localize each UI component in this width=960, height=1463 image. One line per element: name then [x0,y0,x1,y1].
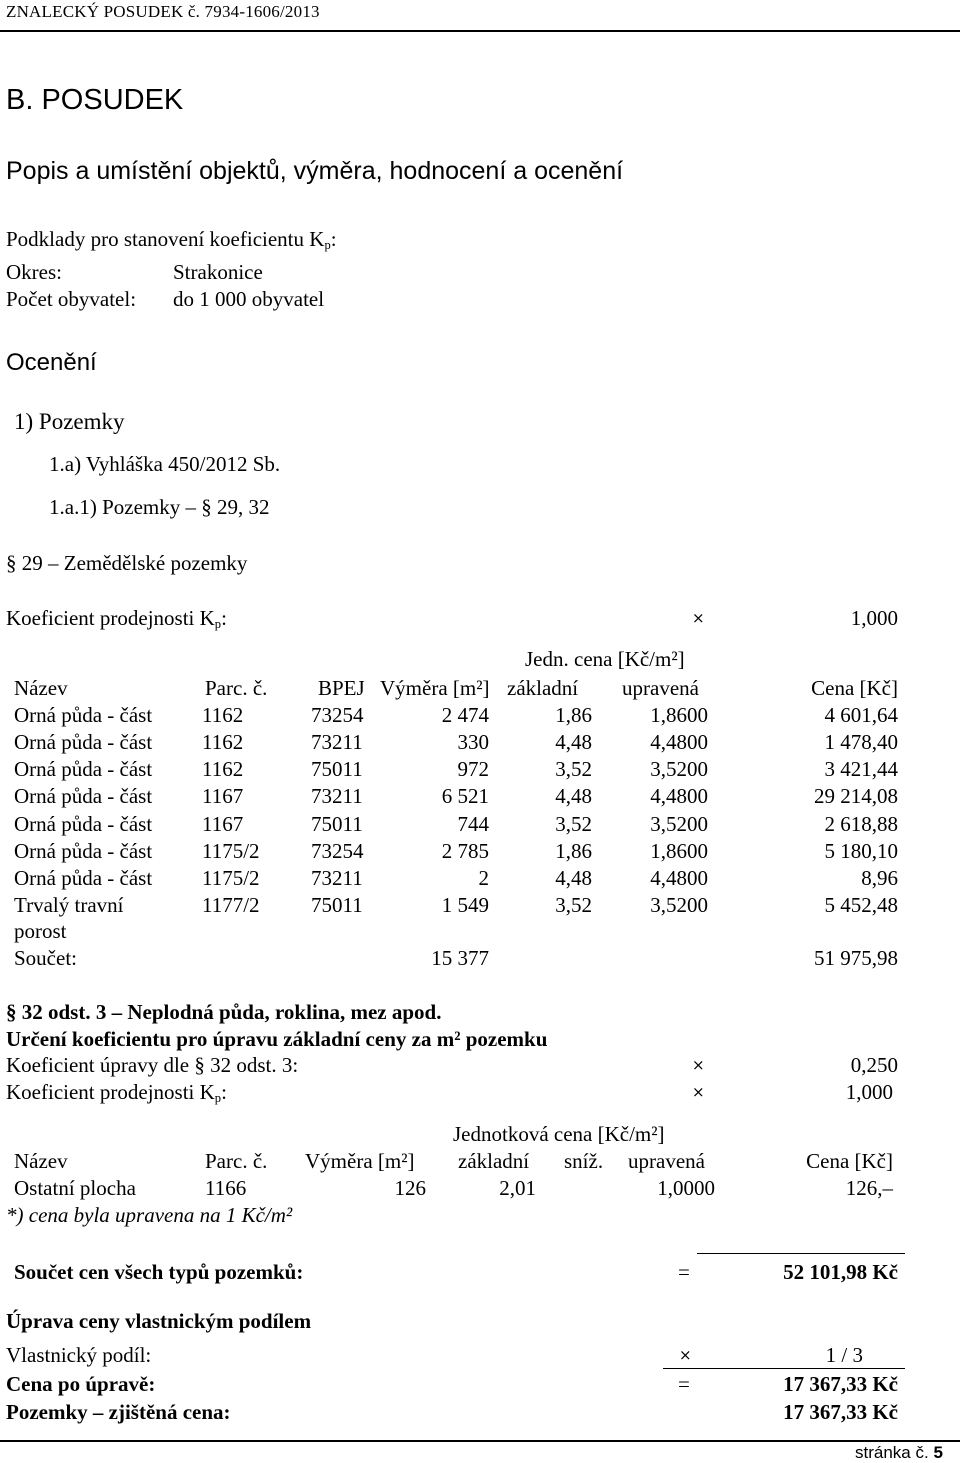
table1-cell-nazev: Trvalý travní [14,893,124,917]
table1-cell-vymera: 2 785 [441,839,489,863]
multiply-icon: × [692,1083,705,1101]
sum-rule [697,1253,905,1254]
section-subtitle: Popis a umístění objektů, výměra, hodnocení a ocenění [6,157,624,185]
paragraph-32-title: § 32 odst. 3 – Neplodná půda, roklina, mez apod. [6,1000,442,1024]
table1-cell-upravena: 4,4800 [650,866,708,890]
table1-cell-nazev: Orná půda - část [14,812,153,836]
vlastnicky-podil-label: Vlastnický podíl: [6,1343,152,1367]
item-1a: 1.a) Vyhláška 450/2012 Sb. [49,452,281,476]
obyvatel-value: do 1 000 obyvatel [173,287,325,311]
table1-cell-bpej: 73254 [311,839,364,863]
table1-cell-zakladni: 1,86 [555,839,592,863]
multiply-icon: × [692,1056,705,1074]
cena-po-uprave-value: 17 367,33 Kč [783,1372,898,1396]
multiply-icon: × [692,609,705,627]
table1-header-bpej: BPEJ [318,676,365,700]
equals-sign: = [678,1372,690,1396]
footer-rule [0,1440,960,1442]
urceni-koeficientu: Určení koeficientu pro úpravu základní ceny za m² pozemku [6,1027,548,1051]
table1-cell-zakladni: 3,52 [555,812,592,836]
table1-cell-bpej: 73211 [311,730,363,754]
table1-cell-zakladni: 4,48 [555,730,592,754]
soucet-all-value: 52 101,98 Kč [783,1260,898,1284]
table1-cell-vymera: 2 [478,866,489,890]
table1-cell-nazev: Orná půda - část [14,703,153,727]
section-title: B. POSUDEK [6,84,184,116]
table1-header-upravena: upravená [622,676,699,700]
table1-cell-zakladni: 3,52 [555,757,592,781]
koef-prodejnosti2-label: Koeficient prodejnosti $K_p$: [6,1080,227,1106]
table1-cell-upravena: 4,4800 [650,784,708,808]
equals-sign: = [678,1260,690,1284]
table2-header-zakladni: základní [458,1149,530,1173]
table1-cell-cena: 2 618,88 [824,812,898,836]
table2-header-sniz: sníž. [564,1149,604,1173]
table1-cell-upravena: 1,8600 [650,703,708,727]
multiply-icon: × [679,1346,692,1364]
okres-value: Strakonice [173,260,263,284]
table1-cell-parc: 1175/2 [202,839,260,863]
table1-cell-bpej: 73211 [311,866,363,890]
table1-cell-parc: 1162 [202,730,244,754]
table1-cell-vymera: 1 549 [441,893,489,917]
table1-cell-cena: 1 478,40 [824,730,898,754]
table1-cell-upravena: 3,5200 [650,757,708,781]
table1-cell-cena: 5 452,48 [824,893,898,917]
table1-cell-parc: 1167 [202,812,244,836]
table1-cell-nazev: Orná půda - část [14,757,153,781]
table1-cell-vymera: 2 474 [441,703,489,727]
table2-header-cena: Cena [Kč] [806,1149,893,1173]
table1-header-cena: Cena [Kč] [811,676,898,700]
table1-header-nazev: Název [14,676,68,700]
soucet-all-label: Součet cen všech typů pozemků: [14,1260,304,1284]
table1-cell-nazev: Orná půda - část [14,866,153,890]
table2-header-upravena: upravená [628,1149,705,1173]
table1-cell-upravena: 4,4800 [650,730,708,754]
page-number: stránka č. 5 [855,1443,943,1462]
table1-cell-parc: 1167 [202,784,244,808]
koef-upravy-value: 0,250 [850,1053,898,1077]
paragraph-29: § 29 – Zemědělské pozemky [6,551,248,575]
table2-cell-vymera: 126 [394,1176,426,1200]
table1-cell-nazev: Orná půda - část [14,839,153,863]
oceneni-title: Ocenění [6,349,97,376]
table1-cell-bpej: 73211 [311,784,363,808]
table2-group-header: Jednotková cena [Kč/m²] [453,1122,665,1146]
table2-header-nazev: Název [14,1149,68,1173]
podklady-heading: Podklady pro stanovení koeficientu $K_p$: [6,227,337,253]
table1-row-continuation: porost [14,919,67,943]
table1-cell-parc: 1175/2 [202,866,260,890]
table1-cell-cena: 29 214,08 [814,784,898,808]
koef-prodejnosti-label: Koeficient prodejnosti $K_p$: [6,606,227,632]
zjistena-cena-value: 17 367,33 Kč [783,1400,898,1424]
table1-sum-label: Součet: [14,946,77,970]
table1-cell-bpej: 75011 [311,893,363,917]
zjistena-cena-label: Pozemky – zjištěná cena: [6,1400,231,1424]
table1-cell-upravena: 3,5200 [650,893,708,917]
table1-cell-parc: 1162 [202,703,244,727]
table1-header-zakladni: základní [507,676,579,700]
table1-cell-nazev: Orná půda - část [14,784,153,808]
table2-header-parc: Parc. č. [205,1149,268,1173]
cena-po-uprave-label: Cena po úpravě: [6,1372,156,1396]
koef-prodejnosti-value: 1,000 [850,606,898,630]
table1-sum-cena: 51 975,98 [814,946,898,970]
table2-cell-upravena: 1,0000 [657,1176,715,1200]
okres-label: Okres: [6,260,62,284]
table2-cell-parc: 1166 [205,1176,247,1200]
table2-note: *) cena byla upravena na 1 Kč/m² [6,1203,293,1227]
table1-cell-vymera: 6 521 [441,784,489,808]
header-rule [0,30,960,32]
table1-cell-bpej: 73254 [311,703,364,727]
table1-cell-parc: 1177/2 [202,893,260,917]
table1-cell-bpej: 75011 [311,757,363,781]
table1-cell-cena: 8,96 [861,866,898,890]
table1-cell-bpej: 75011 [311,812,363,836]
table1-cell-parc: 1162 [202,757,244,781]
table1-cell-vymera: 972 [457,757,489,781]
item-1: 1) Pozemky [14,409,125,434]
table2-header-vymera: Výměra [m²] [305,1149,415,1173]
obyvatel-label: Počet obyvatel: [6,287,137,311]
table1-cell-vymera: 330 [457,730,489,754]
table1-cell-zakladni: 3,52 [555,893,592,917]
table1-cell-zakladni: 4,48 [555,866,592,890]
podil-rule [663,1368,905,1369]
item-1a1: 1.a.1) Pozemky – § 29, 32 [49,495,270,519]
table1-cell-cena: 4 601,64 [824,703,898,727]
vlastnicky-podil-value: 1 / 3 [825,1343,863,1367]
document-header: ZNALECKÝ POSUDEK č. 7934-1606/2013 [6,2,320,21]
table1-header-vymera: Výměra [m²] [380,676,490,700]
table1-cell-zakladni: 4,48 [555,784,592,808]
table1-group-header: Jedn. cena [Kč/m²] [525,647,685,671]
table1-cell-zakladni: 1,86 [555,703,592,727]
table1-sum-vymera: 15 377 [431,946,489,970]
table1-cell-nazev: Orná půda - část [14,730,153,754]
table1-cell-vymera: 744 [457,812,489,836]
uprava-title: Úprava ceny vlastnickým podílem [6,1309,312,1333]
table2-cell-zakladni: 2,01 [499,1176,536,1200]
koef-upravy-label: Koeficient úpravy dle § 32 odst. 3: [6,1053,299,1077]
table1-header-parc: Parc. č. [205,676,268,700]
table2-cell-nazev: Ostatní plocha [14,1176,136,1200]
table2-cell-cena: 126,– [845,1176,893,1200]
koef-prodejnosti2-value: 1,000 [845,1080,893,1104]
table1-cell-cena: 3 421,44 [824,757,898,781]
table1-cell-cena: 5 180,10 [824,839,898,863]
table1-cell-upravena: 1,8600 [650,839,708,863]
table1-cell-upravena: 3,5200 [650,812,708,836]
